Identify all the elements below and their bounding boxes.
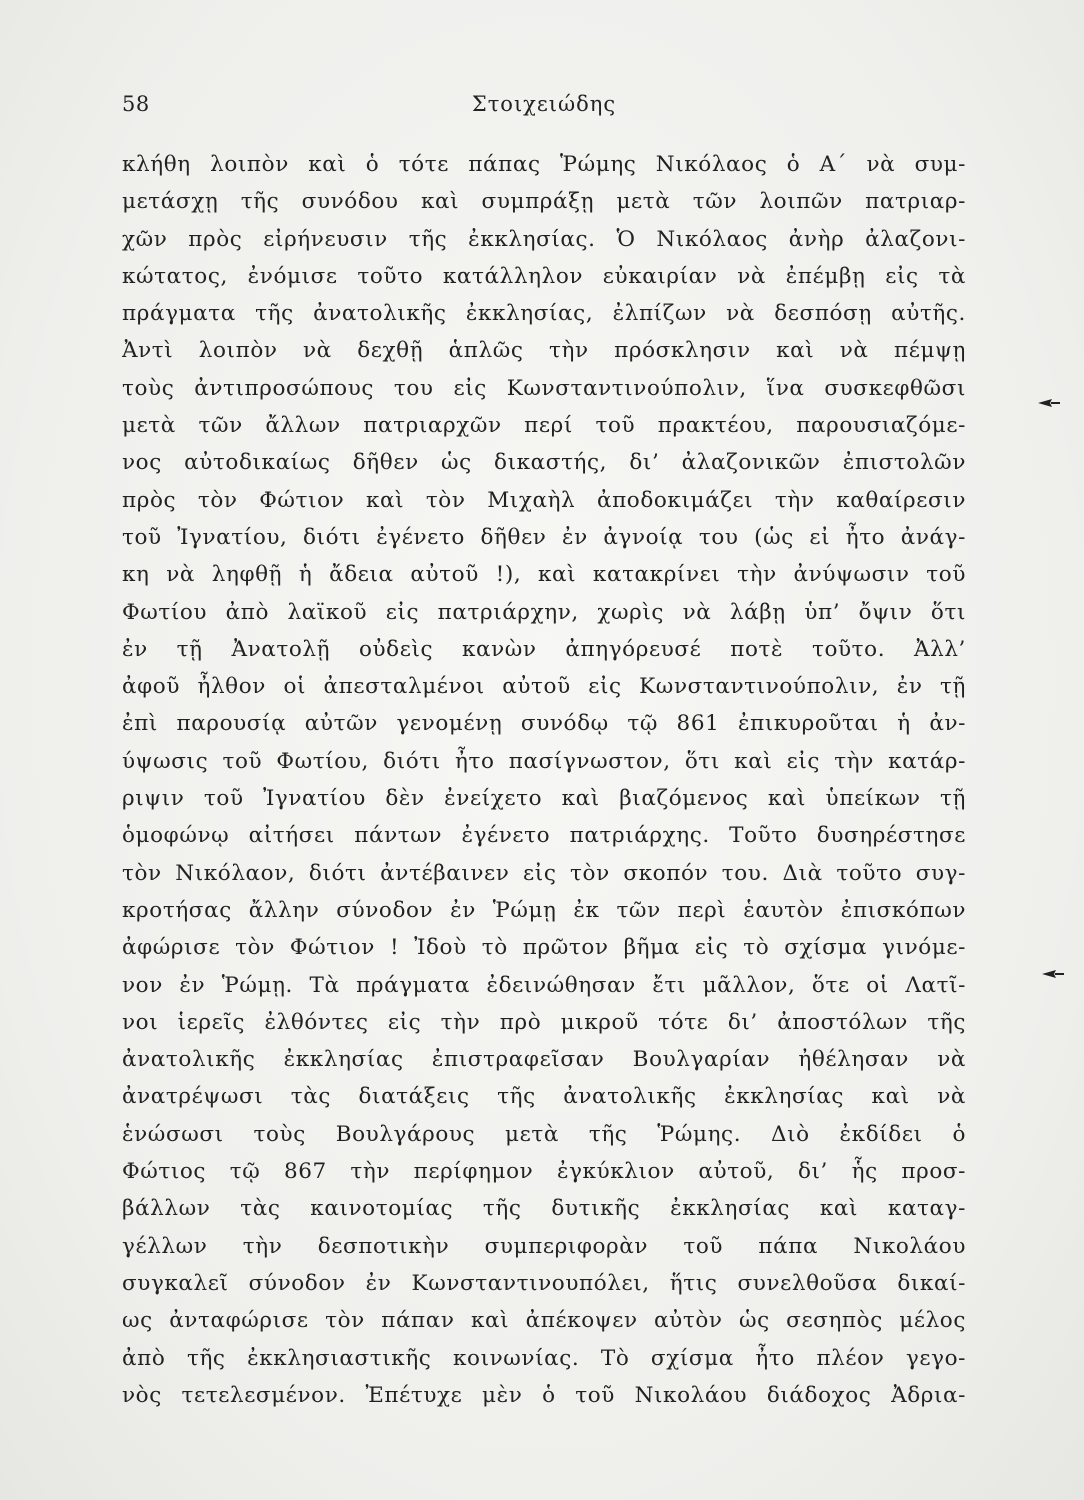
text-line: ἀφοῦ ἦλθον οἱ ἀπεσταλμένοι αὐτοῦ εἰς Κωνσταντινούπολιν, ἐν τῇ xyxy=(122,674,966,700)
text-line: Φώτιος τῷ 867 τὴν περίφημον ἐγκύκλιον αὐτοῦ, δι’ ἧς προσ- xyxy=(122,1159,966,1185)
text-line: γέλλων τὴν δεσποτικὴν συμπεριφορὰν τοῦ πάπα Νικολάου xyxy=(122,1233,966,1259)
text-line: ἐπὶ παρουσίᾳ αὐτῶν γενομένῃ συνόδῳ τῷ 861 ἐπικυροῦται ἡ ἀν- xyxy=(122,711,966,737)
running-head: Στοιχειώδης xyxy=(471,92,617,116)
text-line: ἐν τῇ Ἀνατολῇ οὐδεὶς κανὼν ἀπηγόρευσέ ποτὲ τοῦτο. Ἀλλ’ xyxy=(122,636,966,662)
margin-arrow-mark-lower xyxy=(1042,967,1064,981)
body-text xyxy=(122,146,966,1451)
text-line: τοὺς ἀντιπροσώπους του εἰς Κωνσταντινούπολιν, ἵνα συσκεφθῶσι xyxy=(122,375,966,401)
page-number: 58 xyxy=(122,92,150,116)
text-line: μετὰ τῶν ἄλλων πατριαρχῶν περί τοῦ πρακτέου, παρουσιαζόμε- xyxy=(122,413,966,439)
text-line: κη νὰ ληφθῇ ἡ ἄδεια αὐτοῦ !), καὶ κατακρίνει τὴν ἀνύψωσιν τοῦ xyxy=(122,562,966,588)
text-line: τοῦ Ἰγνατίου, διότι ἐγένετο δῆθεν ἐν ἀγνοίᾳ του (ὡς εἰ ἦτο ἀνάγ- xyxy=(122,524,966,550)
text-line: νος αὐτοδικαίως δῆθεν ὡς δικαστής, δι’ ἀλαζονικῶν ἐπιστολῶν xyxy=(122,450,966,476)
text-line: βάλλων τὰς καινοτομίας τῆς δυτικῆς ἐκκλησίας καὶ καταγ- xyxy=(122,1196,966,1222)
text-line: νον ἐν Ῥώμῃ. Τὰ πράγματα ἐδεινώθησαν ἔτι μᾶλλον, ὅτε οἱ Λατῖ- xyxy=(122,972,966,998)
text-line: νοι ἱερεῖς ἐλθόντες εἰς τὴν πρὸ μικροῦ τότε δι’ ἀποστόλων τῆς xyxy=(122,1009,966,1035)
text-line: ἀνατρέψωσι τὰς διατάξεις τῆς ἀνατολικῆς ἐκκλησίας καὶ νὰ xyxy=(122,1084,966,1110)
text-line: συγκαλεῖ σύνοδον ἐν Κωνσταντινουπόλει, ἥτις συνελθοῦσα δικαί- xyxy=(122,1270,966,1296)
text-line: μετάσχῃ τῆς συνόδου καὶ συμπράξῃ μετὰ τῶν λοιπῶν πατριαρ- xyxy=(122,189,966,215)
text-line: πράγματα τῆς ἀνατολικῆς ἐκκλησίας, ἐλπίζων νὰ δεσπόσῃ αὐτῆς. xyxy=(122,301,966,327)
text-line: κλήθη λοιπὸν καὶ ὁ τότε πάπας Ῥώμης Νικόλαος ὁ Α΄ νὰ συμ- xyxy=(122,152,966,177)
text-line: Φωτίου ἀπὸ λαϊκοῦ εἰς πατριάρχην, χωρὶς νὰ λάβῃ ὑπ’ ὄψιν ὅτι xyxy=(122,599,966,625)
text-line: κροτήσας ἄλλην σύνοδον ἐν Ῥώμῃ ἐκ τῶν περὶ ἑαυτὸν ἐπισκόπων xyxy=(122,897,966,923)
text-line: ἀνατολικῆς ἐκκλησίας ἐπιστραφεῖσαν Βουλγαρίαν ἠθέλησαν νὰ xyxy=(122,1047,966,1073)
text-line: νὸς τετελεσμένον. Ἐπέτυχε μὲν ὁ τοῦ Νικολάου διάδοχος Ἀδρια- xyxy=(122,1382,966,1408)
text-line: πρὸς τὸν Φώτιον καὶ τὸν Μιχαὴλ ἀποδοκιμάζει τὴν καθαίρεσιν xyxy=(122,487,966,513)
text-line: ριψιν τοῦ Ἰγνατίου δὲν ἐνείχετο καὶ βιαζόμενος καὶ ὑπείκων τῇ xyxy=(122,786,966,812)
text-line: ἀφώρισε τὸν Φώτιον ! Ἰδοὺ τὸ πρῶτον βῆμα εἰς τὸ σχίσμα γινόμε- xyxy=(122,935,966,961)
text-line: τὸν Νικόλαον, διότι ἀντέβαινεν εἰς τὸν σκοπόν του. Διὰ τοῦτο συγ- xyxy=(122,860,966,886)
text-line: χῶν πρὸς εἰρήνευσιν τῆς ἐκκλησίας. Ὁ Νικόλαος ἀνὴρ ἀλαζονι- xyxy=(122,226,966,252)
text-line: ύψωσις τοῦ Φωτίου, διότι ἦτο πασίγνωστον, ὅτι καὶ εἰς τὴν κατάρ- xyxy=(122,748,966,774)
margin-arrow-mark-upper xyxy=(1038,396,1060,410)
text-line xyxy=(122,1414,966,1451)
text-line: Ἀντὶ λοιπὸν νὰ δεχθῇ ἁπλῶς τὴν πρόσκλησιν καὶ νὰ πέμψῃ xyxy=(122,338,966,364)
text-line: κώτατος, ἐνόμισε τοῦτο κατάλληλον εὐκαιρίαν νὰ ἐπέμβῃ εἰς τὰ xyxy=(122,263,966,289)
text-line: ως ἀνταφώρισε τὸν πάπαν καὶ ἀπέκοψεν αὐτὸν ὡς σεσηπὸς μέλος xyxy=(122,1308,966,1334)
text-line: ἀπὸ τῆς ἐκκλησιαστικῆς κοινωνίας. Τὸ σχίσμα ἦτο πλέον γεγο- xyxy=(122,1345,966,1371)
text-line: ὁμοφώνῳ αἰτήσει πάντων ἐγένετο πατριάρχης. Τοῦτο δυσηρέστησε xyxy=(122,823,966,849)
page-header xyxy=(122,92,966,122)
text-line: ἑνώσωσι τοὺς Βουλγάρους μετὰ τῆς Ῥώμης. Διὸ ἐκδίδει ὁ xyxy=(122,1121,966,1147)
